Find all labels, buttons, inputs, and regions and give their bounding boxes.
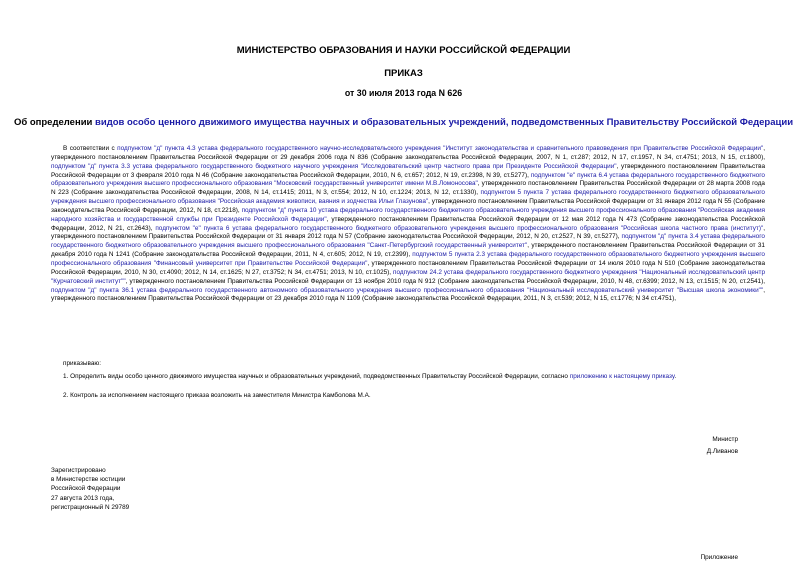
preamble-text: , утвержденного постановлением Правительства Российской Федерации от 13 ноября 2010 года N 912 (Собрание законодательства Российской Федерации, 2010, N 48, ст.6399; 2012, N 13, ст.1515; N 20, ст.2541), xyxy=(125,277,766,285)
preamble-paragraph xyxy=(51,145,765,304)
document-type: ПРИКАЗ xyxy=(384,68,423,79)
preamble-text: , утвержденного постановлением Правительства Российской Федерации от 23 декабря 2010 года N 1109 (Собрание законодательства Российской Федерации, 2011, N 3, ст.539; 2012, N 15, ст.1776; N 34 ст.4751), xyxy=(51,286,765,303)
legal-reference-link[interactable]: подпунктом "д" пункта 3.3 устава федерального государственного бюджетного научного учреждения "Исследовательский центр частного права при Президенте Российской Федерации" xyxy=(51,162,617,170)
preamble-text: , утвержденного постановлением Правительства Российской Федерации от 31 декабря 2010 года N 1241 (Собрание законодательства Российской Федерации, 2011, N 4, ст.605; 2012, N 19, ст.2399), xyxy=(51,242,765,259)
signer-name: Д.Ливанов xyxy=(706,448,738,455)
appendix-link[interactable]: приложению к настоящему приказу xyxy=(569,373,675,380)
registration-line: Зарегистрировано xyxy=(51,467,106,474)
document-title-prefix: Об определении xyxy=(13,117,96,128)
document-title-link[interactable]: видов особо ценного движимого имущества научных и образовательных учреждений, подведомственных Правительству Российской Федерации xyxy=(95,117,794,128)
legal-reference-link[interactable]: подпунктом "е" пункта 6 устава федерального государственного бюджетного образовательного учреждения высшего профессионального образования "Российская школа частного права (институт)" xyxy=(155,224,764,232)
document-date-number: от 30 июля 2013 года N 626 xyxy=(344,88,463,98)
registration-line: в Министерстве юстиции xyxy=(51,476,126,484)
orders-label: приказываю: xyxy=(63,360,101,367)
legal-reference-link[interactable]: подпунктом "д" пункта 10 устава федерального государственного бюджетного образовательного учреждения высшего профессионального образования "Российская академия народного хозяйства и государственной службы при Президенте Российской Федерации" xyxy=(51,206,765,223)
legal-reference-link[interactable]: подпунктом 5 пункта 2.3 устава федерального государственного образовательного бюджетного учреждения высшего профессионального образования "Финансовый университет при Правительстве Российской Федерации" xyxy=(51,251,765,267)
preamble-text: , утвержденного постановлением Правительства Российской Федерации от 3 февраля 2010 года N 46 (Собрание законодательства Российской Федерации, 2010, N 6, ст.657; 2012, N 19, ст.2398, N 39, ст.5277), xyxy=(51,162,765,179)
legal-reference-link[interactable]: подпунктом 24.2 устава федерального государственного бюджетного учреждения "Национальный исследовательский центр "Курчатовский институт"" xyxy=(51,268,765,285)
preamble-text: , утвержденного постановлением Правительства Российской Федерации от 31 января 2012 года N 55 (Собрание законодательства Российской Федерации, 2012, N 18, ст.2218), xyxy=(51,198,765,214)
document-title xyxy=(0,117,807,128)
signer-title: Министр xyxy=(712,436,738,443)
legal-reference-link[interactable]: подпунктом "д" пункта 36.1 устава федерального государственного автономного образовательного учреждения высшего профессионального образования "Национальный исследовательский университет "Высшая школа экономики"" xyxy=(51,286,764,294)
preamble-text: , утвержденного постановлением Правительства Российской Федерации от 14 июля 2010 года N 510 (Собрание законодательства Российской Федерации, 2010, N 30, ст.4090; 2012, N 14, ст.1625; N 27, ст.3752; N 34, ст.4751; 2013, N 10, ст.1025), xyxy=(51,259,766,276)
legal-reference-link[interactable]: подпунктом 5 пункта 7 устава федерального государственного бюджетного образовательного учреждения высшего профессионального образования "Российская академия живописи, ваяния и зодчества Ильи Глазунова" xyxy=(51,189,765,206)
order-item-1 xyxy=(63,373,676,380)
order-item-2: 2. Контроль за исполнением настоящего приказа возложить на заместителя Министра Камболова М.А. xyxy=(63,392,371,399)
legal-reference-link[interactable]: подпунктом "д" пункта 3.4 устава федерального государственного бюджетного образовательного учреждения высшего профессионального образования "Санкт-Петербургский государственный университет" xyxy=(51,233,765,250)
preamble-text: , утвержденного постановлением Правительства Российской Федерации от 12 мая 2012 года N 473 (Собрание законодательства Российской Федерации, 2012, N 21, ст.2643), xyxy=(51,215,765,232)
registration-line: Российской Федерации xyxy=(51,485,121,493)
preamble-text: В соответствии с xyxy=(63,145,118,152)
registration-line: 27 августа 2013 года, xyxy=(51,494,115,502)
legal-reference-link[interactable]: подпунктом "д" пункта 4.3 устава федерального государственного научно-исследовательского учреждения "Институт законодательства и сравнительного правоведения при Правительстве Российской Федерации" xyxy=(117,145,764,152)
preamble-text: , утвержденного постановлением Правительства Российской Федерации от 28 марта 2008 года N 223 (Собрание законодательства Российской Федерации, 2008, N 14, ст.1415; 2011, N 3, ст.554; 2012, N 10, ст.1224; 2013, N 12, ст.1330), xyxy=(51,180,765,197)
preamble-text: , утвержденного постановлением Правительства Российской Федерации от 29 декабря 2006 года N 836 (Собрание законодательства Российской Федерации, 2007, N 1, ст.287; 2012, N 17, ст.1957, N 34, ст.4751; 2013, N 15, ст.1800), xyxy=(51,145,766,161)
ministry-name: МИНИСТЕРСТВО ОБРАЗОВАНИЯ И НАУКИ РОССИЙСКОЙ ФЕДЕРАЦИИ xyxy=(236,45,571,56)
legal-reference-link[interactable]: подпунктом "е" пункта 6.4 устава федерального государственного бюджетного образовательного учреждения высшего профессионального образования "Московский государственный университет имени М.В.Ломоносова" xyxy=(51,171,765,188)
registration-line: регистрационный N 29789 xyxy=(51,503,130,511)
order-item-1-text: 1. Определить виды особо ценного движимого имущества научных и образовательных учреждений, подведомственных Правительству Российской Федерации, согласно xyxy=(63,373,570,380)
order-item-1-end: . xyxy=(674,373,677,380)
appendix-heading: Приложение xyxy=(700,554,738,561)
preamble-text: , утвержденного постановлением Правительства Российской Федерации от 31 января 2012 года N 57 (Собрание законодательства Российской Федерации, 2012, N 20, ст.2527, N 39, ст.5277), xyxy=(51,224,765,241)
registration-block xyxy=(51,466,129,512)
